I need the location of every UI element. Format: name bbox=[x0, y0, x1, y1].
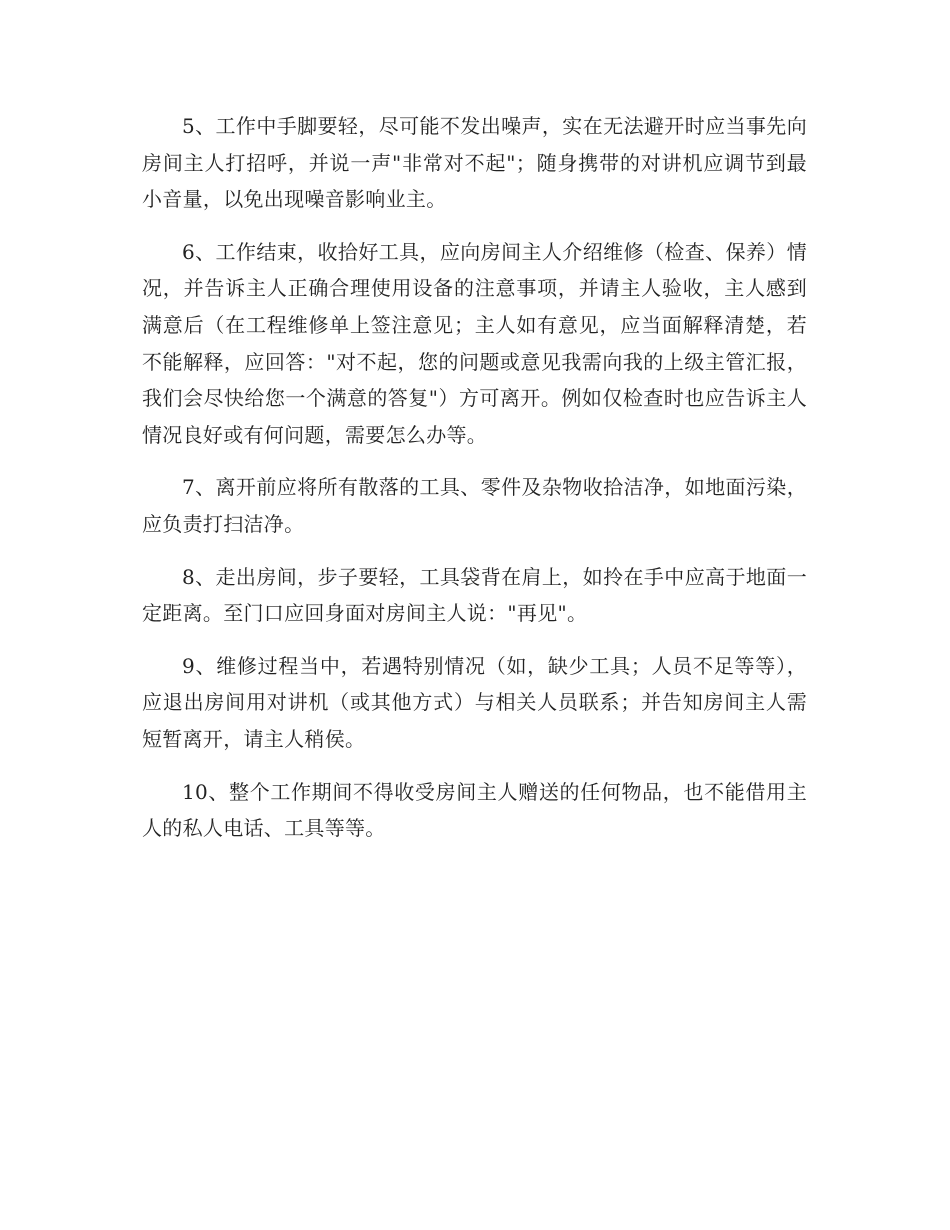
document-body bbox=[142, 108, 807, 863]
paragraph-6: 6、工作结束，收拾好工具，应向房间主人介绍维修（检查、保养）情况，并告诉主人正确合理使用设备的注意事项，并请主人验收，主人感到满意后（在工程维修单上签注意见；主人如有意见，应当面解释清楚，若不能解释，应回答："对不起，您的问题或意见我需向我的上级主管汇报，我们会尽快给您一个满意的答复"）方可离开。例如仅检查时也应告诉主人情况良好或有何问题，需要怎么办等。 bbox=[142, 239, 807, 447]
paragraph-9: 9、维修过程当中，若遇特别情况（如，缺少工具；人员不足等等），应退出房间用对讲机（或其他方式）与相关人员联系；并告知房间主人需短暂离开，请主人稍侯。 bbox=[142, 653, 807, 751]
paragraph-5: 5、工作中手脚要轻，尽可能不发出噪声，实在无法避开时应当事先向房间主人打招呼，并说一声"非常对不起"；随身携带的对讲机应调节到最小音量，以免出现噪音影响业主。 bbox=[142, 114, 807, 212]
paragraph-7: 7、离开前应将所有散落的工具、零件及杂物收拾洁净，如地面污染，应负责打扫洁净。 bbox=[142, 475, 807, 536]
paragraph-8: 8、走出房间，步子要轻，工具袋背在肩上，如拎在手中应高于地面一定距离。至门口应回身面对房间主人说："再见"。 bbox=[142, 564, 807, 626]
paragraph-10: 10、整个工作期间不得收受房间主人赠送的任何物品，也不能借用主人的私人电话、工具等等。 bbox=[142, 779, 807, 841]
